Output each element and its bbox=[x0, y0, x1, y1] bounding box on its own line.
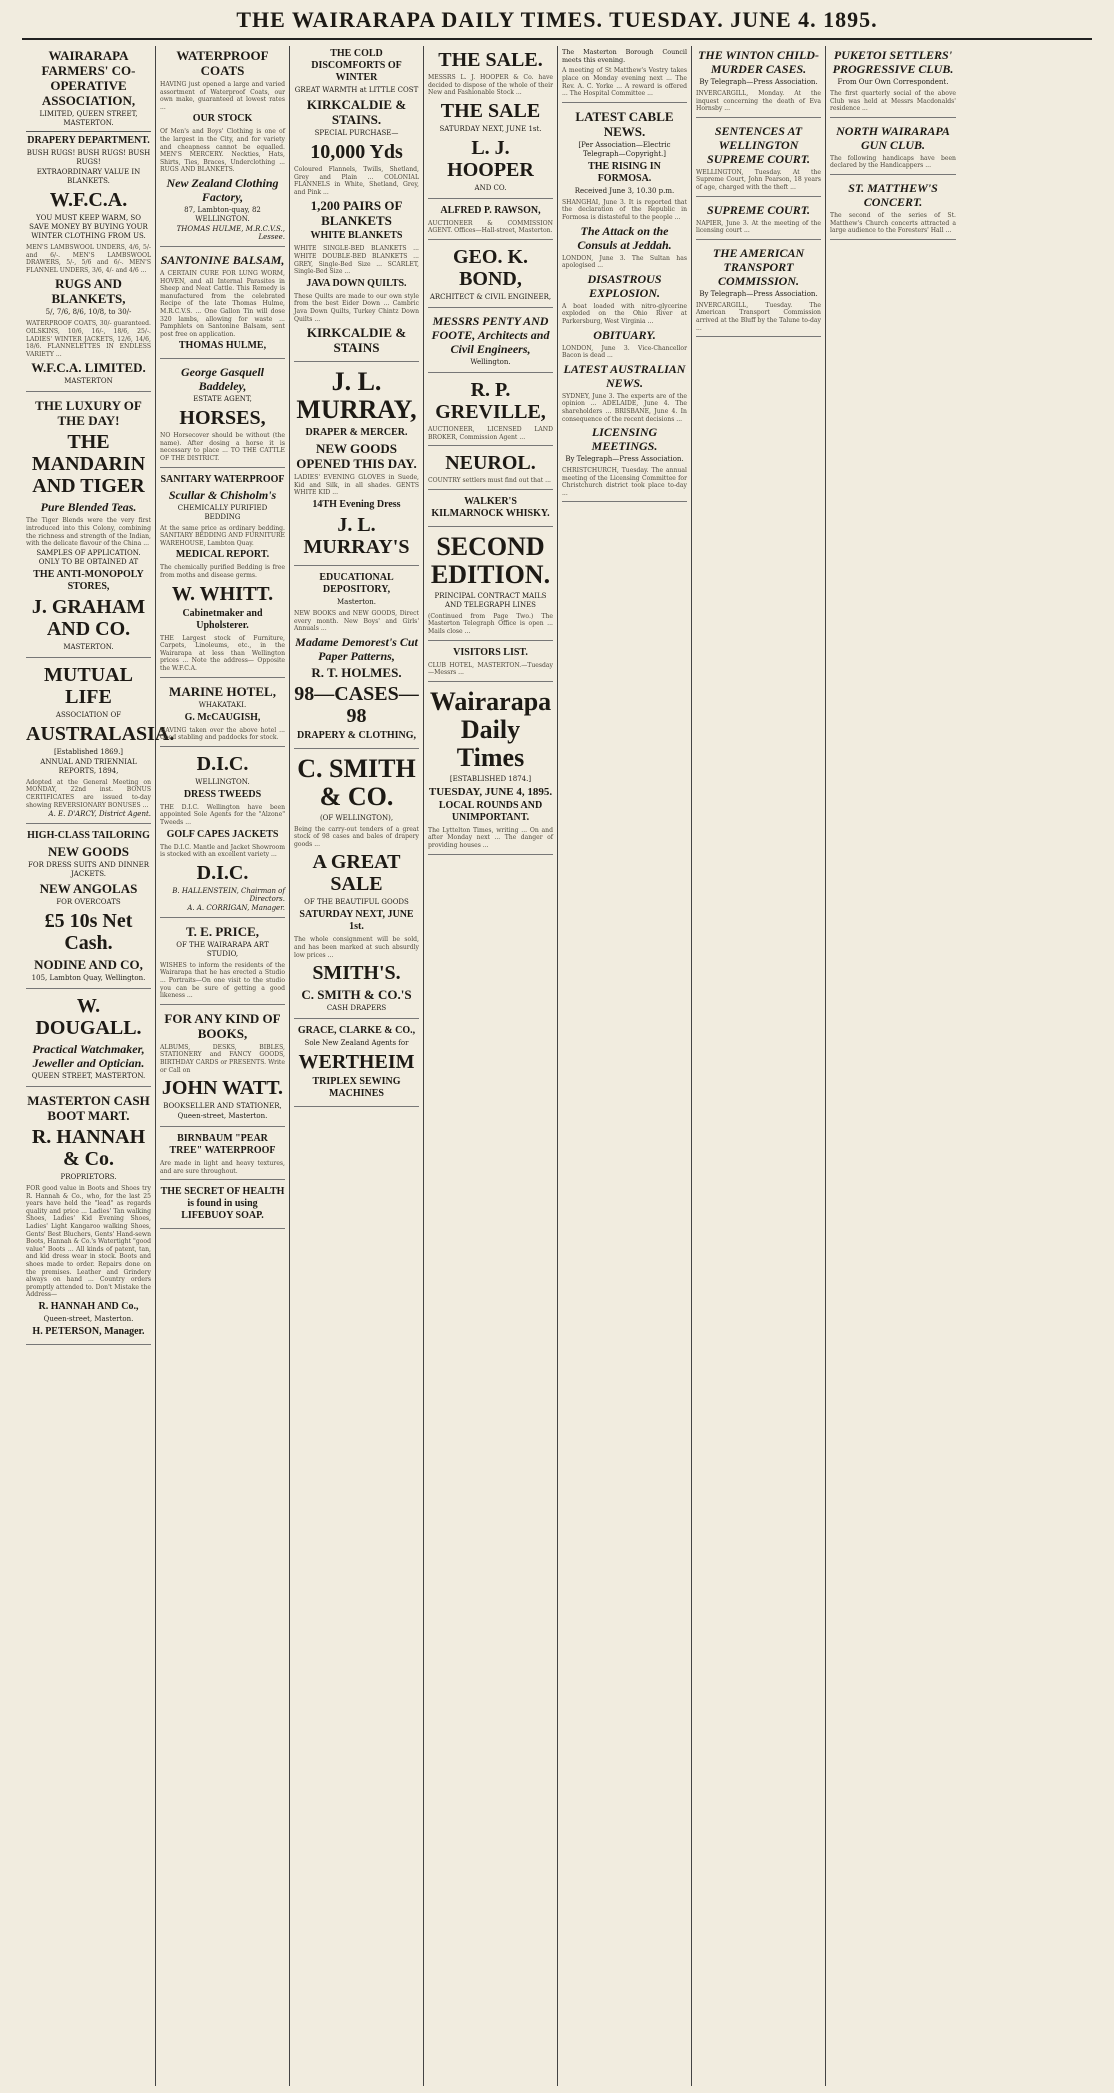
kirkcaldie-special: SPECIAL PURCHASE— bbox=[314, 129, 399, 137]
dic-manager: A. A. CORRIGAN, Manager. bbox=[187, 903, 285, 912]
wfca-dept: DRAPERY DEPARTMENT. bbox=[27, 135, 150, 146]
holmes-paper: Madame Demorest's Cut Paper Patterns, bbox=[295, 634, 418, 663]
bedding-body-2: The chemically purified Bedding is free from moths and disease germs. bbox=[160, 564, 285, 580]
balsam-sign: THOMAS HULME, bbox=[178, 340, 267, 352]
aus-news-body: SYDNEY, June 3. The experts are of the opinion ... ADELAIDE, June 4. The shareholders ... BRISBANE, June 4. In consequence of the recent decisions ... bbox=[562, 392, 687, 423]
wellington-sentences bbox=[696, 124, 821, 197]
editorial-date: TUESDAY, JUNE 4, 1895. bbox=[428, 785, 553, 798]
dic-advert bbox=[160, 753, 285, 918]
second-edition-head: SECOND EDITION. bbox=[430, 531, 551, 589]
whitt-name: W. WHITT. bbox=[171, 582, 274, 605]
second-edition-sub: PRINCIPAL CONTRACT MAILS AND TELEGRAPH LINES bbox=[434, 591, 547, 609]
tailoring-angolas: NEW ANGOLAS bbox=[39, 881, 138, 897]
watt-addr: Queen-street, Masterton. bbox=[177, 1112, 268, 1121]
wfca-value: EXTRAORDINARY VALUE IN BLANKETS. bbox=[36, 168, 141, 185]
smith-sale: A GREAT SALE bbox=[312, 851, 401, 896]
second-edition-body: (Continued from Page Two.) The Masterton Telegraph Office is open ... Mails close ... bbox=[428, 612, 553, 635]
hannah-advert bbox=[26, 1093, 151, 1345]
wfca-body-text-2: WATERPROOF COATS, 30/- guaranteed. OILSKINS, 10/6, 16/-, 18/6, 25/-. LADIES' WINTER JACKETS, 12/6, 14/6, 18/6. FLANNELETTES IN ENDLESS VARIETY ... bbox=[26, 320, 151, 358]
neurol-title: NEUROL. bbox=[445, 452, 536, 475]
hooper-head: THE SALE. bbox=[438, 49, 543, 71]
wfca-rugs: RUGS AND BLANKETS, bbox=[51, 276, 126, 307]
jeddah-body: LONDON, June 3. The Sultan has apologised ... bbox=[562, 254, 687, 270]
hannah-body: FOR good value in Boots and Shoes try R. Hannah & Co., who, for the last 25 years have held the "lead" as regards quality and price ... Ladies' Tan walking Shoes, Ladies' Kid Evening Shoes, Ladies' Light Kangaroo walking Shoes, Gents' Best Bluchers, Gents' Hand-sewn Boots, Hannah & Co.'s Watertight "good value" Boots ... All kinds of patent, tan, and kid dress wear in stock. Boots and shoes made to order. Repairs done on the premises. Leather and Grindery always on hand ... Country orders promptly attended to. Don't Mistake the Address— bbox=[26, 1185, 151, 1299]
smith-body-2: The whole consignment will be sold, and has been marked at such absurdly low prices ... bbox=[294, 936, 419, 959]
winton-sub: By Telegraph—Press Association. bbox=[699, 78, 818, 86]
tea-samples: SAMPLES OF APPLICATION. ONLY TO BE OBTAINED AT bbox=[36, 548, 141, 566]
grace-sub: TRIPLEX SEWING MACHINES bbox=[312, 1076, 401, 1100]
rawson-advert bbox=[428, 205, 553, 240]
penty-advert bbox=[428, 314, 553, 373]
bond-name: GEO. K. BOND, bbox=[452, 245, 528, 290]
baddeley-sub: ESTATE AGENT, bbox=[193, 395, 252, 404]
murray-date: 14TH Evening Dress bbox=[312, 498, 401, 510]
smith-shop: SMITH'S. bbox=[312, 962, 401, 985]
holmes-town: Masterton. bbox=[337, 597, 376, 606]
neurol-advert bbox=[428, 452, 553, 490]
puketoi-club bbox=[830, 48, 956, 118]
mutual-life-est: [Established 1869.] bbox=[53, 747, 124, 756]
murray-shop: J. L. MURRAY'S bbox=[303, 513, 410, 558]
wfca-ltd: W.F.C.A. LIMITED. bbox=[31, 360, 146, 376]
watt-title: FOR ANY KIND OF BOOKS, bbox=[164, 1010, 281, 1041]
grace-advert bbox=[294, 1025, 419, 1107]
sentences-body: WELLINGTON, Tuesday. At the Supreme Court, John Pearson, 18 years of age, charged with the theft ... bbox=[696, 168, 821, 191]
hannah-foot1: R. HANNAH AND Co., bbox=[38, 1301, 139, 1312]
holmes-cases: 98—CASES—98 bbox=[294, 682, 419, 727]
kirkcaldie-body: Coloured Flannels, Twills, Shetland, Grey and Plain ... COLONIAL FLANNELS in White, Shetland, Grey, and Pink ... bbox=[294, 166, 419, 196]
wfca-subtitle: LIMITED, QUEEN STREET, MASTERTON. bbox=[39, 110, 138, 127]
tailoring-advert bbox=[26, 830, 151, 989]
price-body: WISHES to inform the residents of the Wairarapa that he has erected a Studio ... Portraits—On one visit to the studio you can be sure of getting a good likeness ... bbox=[160, 961, 285, 1000]
editorial-paper: Wairarapa Daily Times bbox=[429, 686, 552, 772]
local-notes bbox=[562, 48, 687, 103]
column-3 bbox=[290, 46, 424, 2086]
birnbaum-title: BIRNBAUM "PEAR TREE" WATERPROOF bbox=[169, 1133, 276, 1157]
tailoring-price: £5 10s Net Cash. bbox=[44, 910, 133, 955]
puketoi-sub: From Our Own Correspondent. bbox=[837, 78, 949, 86]
tea-blend: Pure Blended Teas. bbox=[40, 500, 137, 515]
gun-club-title: NORTH WAIRARAPA GUN CLUB. bbox=[836, 123, 950, 152]
watt-name: JOHN WATT. bbox=[161, 1077, 284, 1100]
supreme-court bbox=[696, 203, 821, 240]
transport-sub: By Telegraph—Press Association. bbox=[699, 289, 818, 298]
price-sub: OF THE WAIRARAPA ART STUDIO, bbox=[176, 940, 269, 958]
clothing-factory-sign: THOMAS HULME, M.R.C.V.S., Lessee. bbox=[176, 224, 285, 241]
bedding-body: At the same price as ordinary bedding. SANITARY BEDDING AND FURNITURE WAREHOUSE, Lambton Quay. bbox=[160, 524, 285, 547]
watt-trade: BOOKSELLER AND STATIONER, bbox=[163, 1102, 282, 1111]
whitt-body: THE Largest stock of Furniture, Carpets, Linoleums, etc., in the Wairarapa at less than Wellington prices ... Note the address— Opposite the W.F.C.A. bbox=[160, 634, 285, 672]
bedding-firm: Scullar & Chisholm's bbox=[168, 487, 277, 502]
local-notes-intro: The Masterton Borough Council meets this evening. bbox=[562, 48, 687, 65]
licensing-sub: By Telegraph—Press Association. bbox=[565, 455, 684, 464]
masthead-title: THE WAIRARAPA DAILY TIMES. TUESDAY. JUNE 4. 1895. bbox=[236, 7, 878, 32]
murray-name: J. L. MURRAY, bbox=[296, 367, 417, 425]
holmes-drapery: DRAPERY & CLOTHING, bbox=[296, 729, 416, 741]
tailoring-title: HIGH-CLASS TAILORING bbox=[27, 830, 150, 842]
obituary-body: LONDON, June 3. Vice-Chancellor Bacon is dead ... bbox=[562, 344, 687, 360]
murray-trade: DRAPER & MERCER. bbox=[305, 427, 408, 439]
visitors-title: VISITORS LIST. bbox=[453, 646, 528, 658]
kirkcaldie-firm: KIRKCALDIE & STAINS. bbox=[306, 97, 407, 127]
bedding-title: SANITARY WATERPROOF bbox=[160, 473, 285, 485]
wfca-town: MASTERTON bbox=[64, 377, 113, 386]
hannah-foot2: Queen-street, Masterton. bbox=[43, 1315, 134, 1323]
marine-hotel-prop: G. McCAUGISH, bbox=[184, 711, 261, 723]
wfca-logo-text: W.F.C.A. bbox=[49, 189, 128, 211]
visitors-body: CLUB HOTEL, MASTERTON.—Tuesday—Messrs ... bbox=[428, 661, 553, 677]
hooper-advert bbox=[428, 49, 553, 199]
dougall-advert bbox=[26, 995, 151, 1087]
cable-news bbox=[562, 109, 687, 503]
wfca-save: YOU MUST KEEP WARM, SO SAVE MONEY BY BUYING YOUR WINTER CLOTHING FROM US. bbox=[29, 214, 148, 240]
greville-body: AUCTIONEER, LICENSED LAND BROKER, Commission Agent ... bbox=[428, 425, 553, 441]
hooper-sale: THE SALE bbox=[440, 99, 541, 122]
transport-commission bbox=[696, 246, 821, 337]
wfca-title: WAIRARAPA FARMERS' CO-OPERATIVE ASSOCIATION, bbox=[41, 48, 136, 108]
holmes-title: EDUCATIONAL DEPOSITORY, bbox=[319, 571, 394, 595]
visitors-list bbox=[428, 647, 553, 682]
bedding-advert bbox=[160, 474, 285, 678]
rawson-name: ALFRED P. RAWSON, bbox=[440, 204, 541, 216]
dic-golf: GOLF CAPES JACKETS bbox=[166, 828, 279, 840]
dougall-name: W. DOUGALL. bbox=[35, 995, 142, 1040]
lifebuoy-title: THE SECRET OF HEALTH is found in using LIFEBUOY SOAP. bbox=[160, 1186, 285, 1222]
wfca-bush-rugs: BUSH RUGS! BUSH RUGS! BUSH RUGS! bbox=[26, 149, 151, 166]
watt-advert bbox=[160, 1011, 285, 1127]
mutual-life-aus: AUSTRALASIA. bbox=[26, 722, 175, 745]
penty-town: Wellington. bbox=[470, 357, 511, 366]
balsam-advert bbox=[160, 253, 285, 359]
marine-hotel-body: HAVING taken over the above hotel ... Good stabling and paddocks for stock. bbox=[160, 726, 285, 742]
concert-title: ST. MATTHEW'S CONCERT. bbox=[848, 180, 938, 209]
concert-body: The second of the series of St. Matthew's Church concerts attracted a large audience to the Foresters' Hall ... bbox=[830, 211, 956, 235]
birnbaum-advert bbox=[160, 1133, 285, 1180]
marine-hotel-town: WHAKATAKI. bbox=[198, 700, 247, 709]
greville-advert bbox=[428, 379, 553, 446]
supreme-title: SUPREME COURT. bbox=[707, 202, 810, 217]
baddeley-advert bbox=[160, 365, 285, 467]
licensing-head: LICENSING MEETINGS. bbox=[591, 425, 658, 454]
cable-body: SHANGHAI, June 3. It is reported that the declaration of the Republic in Formosa is distasteful to the people ... bbox=[562, 198, 687, 221]
greville-name: R. P. GREVILLE, bbox=[435, 378, 546, 423]
tea-advert bbox=[26, 398, 151, 657]
holmes-body: NEW BOOKS and NEW GOODS, Direct every month. New Boys' and Girls' Annuals ... bbox=[294, 609, 419, 633]
tea-title: THE LUXURY OF THE DAY! bbox=[35, 398, 142, 429]
waterproof-title: WATERPROOF COATS bbox=[176, 48, 269, 78]
mutual-life-report: ANNUAL AND TRIENNIAL REPORTS, 1894, bbox=[40, 757, 137, 775]
dic-body: THE D.I.C. Wellington have been appointed Sole Agents for the "Alzone" Tweeds ... bbox=[160, 803, 285, 826]
baddeley-body: NO Horsecover should be without (the name). After dosing a horse it is necessary to place ... TO THE CATTLE OF THE DISTRICT. bbox=[160, 432, 285, 463]
wfca-body-text: MEN'S LAMBSWOOL UNDERS, 4/6, 5/- and 6/-. MEN'S LAMBSWOOL DRAWERS, 5/-, 5/6 and 6/-. MEN'S FLANNEL UNDERS, 3/6, 4/- and 4/6 ... bbox=[26, 244, 151, 274]
mutual-life-body: Adopted at the General Meeting on MONDAY, 22nd inst. BONUS CERTIFICATES are issued to-day showing REVERSIONARY BONUSES ... bbox=[26, 778, 151, 809]
watt-body: ALBUMS, DESKS, BIBLES, STATIONERY and FANCY GOODS, BIRTHDAY CARDS or PRESENTS. Write or Call on bbox=[160, 1043, 285, 1074]
column-5 bbox=[558, 46, 692, 2086]
sentences-title: SENTENCES AT WELLINGTON SUPREME COURT. bbox=[707, 123, 810, 166]
hannah-prop: PROPRIETORS. bbox=[60, 1173, 117, 1182]
smith-of: (OF WELLINGTON), bbox=[319, 813, 394, 822]
clothing-factory: New Zealand Clothing Factory, bbox=[166, 175, 279, 204]
editorial-local: LOCAL ROUNDS AND UNIMPORTANT. bbox=[438, 799, 543, 823]
licensing-body: CHRISTCHURCH, Tuesday. The annual meeting of the Licensing Committee for Christchurch district took place to-day ... bbox=[562, 467, 687, 497]
kirkcaldie-body-2: WHITE SINGLE-BED BLANKETS ... WHITE DOUBLE-BED BLANKETS ... GREY, Single-Bed Size ... SCARLET, Single-Bed Size ... bbox=[294, 245, 419, 276]
smith-advert bbox=[294, 755, 419, 1020]
dougall-trade: Practical Watchmaker, Jeweller and Optician. bbox=[32, 1042, 145, 1071]
smith-body: Being the carry-out tenders of a great stock of 98 cases and bales of drapery goods ... bbox=[294, 825, 419, 848]
second-edition bbox=[428, 533, 553, 641]
kirkcaldie-qty2: 1,200 PAIRS OF BLANKETS bbox=[310, 198, 403, 229]
smith-firm-2: C. SMITH & CO.'S bbox=[301, 987, 412, 1003]
cable-title: LATEST CABLE NEWS. bbox=[575, 108, 674, 139]
birnbaum-body: Are made in light and heavy textures, and are sure throughout. bbox=[160, 1160, 285, 1175]
waterproof-stock: OUR STOCK bbox=[192, 113, 253, 125]
dougall-addr: QUEEN STREET, MASTERTON. bbox=[31, 1072, 146, 1081]
price-name: T. E. PRICE, bbox=[185, 923, 260, 939]
hooper-body: MESSRS L. J. HOOPER & Co. have decided to dispose of the whole of their New and Fashionable Stock ... bbox=[428, 74, 553, 97]
editorial bbox=[428, 688, 553, 855]
whisky-advert bbox=[428, 496, 553, 527]
smith-goods: OF THE BEAUTIFUL GOODS bbox=[304, 898, 409, 907]
st-matthews-concert bbox=[830, 181, 956, 240]
tailoring-overcoats: FOR OVERCOATS bbox=[56, 898, 121, 907]
dic-title: D.I.C. bbox=[196, 752, 249, 775]
marine-hotel-title: MARINE HOTEL, bbox=[169, 683, 276, 699]
marine-hotel-advert bbox=[160, 684, 285, 747]
kirkcaldie-advert bbox=[294, 48, 419, 362]
bond-trade: ARCHITECT & CIVIL ENGINEER, bbox=[429, 292, 552, 301]
lifebuoy-advert bbox=[160, 1186, 285, 1229]
tea-stores: THE ANTI-MONOPOLY STORES, bbox=[33, 568, 144, 592]
tailoring-suits: FOR DRESS SUITS AND DINNER JACKETS. bbox=[28, 861, 149, 879]
masthead-rule bbox=[22, 38, 1092, 40]
kirkcaldie-body-3: These Quilts are made to our own style from the best Eider Down ... Cambric Java Down Quilts, Turkey Chintz Down Quilts ... bbox=[294, 292, 419, 323]
baddeley-horses: HORSES, bbox=[179, 407, 266, 430]
editorial-est: [ESTABLISHED 1874.] bbox=[449, 774, 532, 783]
explosion-head: DISASTROUS EXPLOSION. bbox=[587, 271, 662, 300]
dic-dress: DRESS TWEEDS bbox=[183, 788, 262, 800]
balsam-title: SANTONINE BALSAM, bbox=[160, 252, 285, 267]
wfca-advert bbox=[26, 48, 151, 392]
balsam-body: A CERTAIN CURE FOR LUNG WORM, HOVEN, and all Internal Parasites in Sheep and Neat Cattle. This Remedy is manufactured from the celebrated Recipe of the late Thomas Hulme, M.R.C.V.S. ... One Gallon Tin will dose 320 lambs, allowing for waste ... Pamphlets on Santonine Balsam, sent post free on application. bbox=[160, 269, 285, 338]
kirkcaldie-firm-2: KIRKCALDIE & STAINS bbox=[306, 325, 407, 356]
murray-advert bbox=[294, 368, 419, 566]
tea-brand: THE MANDARIN AND TIGER bbox=[31, 431, 146, 498]
hooper-and: AND CO. bbox=[474, 183, 507, 192]
smith-date: SATURDAY NEXT, JUNE 1st. bbox=[299, 909, 414, 933]
murray-goods: NEW GOODS OPENED THIS DAY. bbox=[296, 441, 417, 472]
price-advert bbox=[160, 924, 285, 1005]
column-2 bbox=[156, 46, 290, 2086]
tailoring-firm: NODINE AND CO, bbox=[34, 957, 143, 973]
supreme-body: NAPIER, June 3. At the meeting of the licensing court ... bbox=[696, 219, 821, 235]
clothing-factory-addr: 87, Lambton-quay, 82 WELLINGTON. bbox=[184, 205, 261, 223]
mutual-life-assoc: ASSOCIATION OF bbox=[55, 710, 122, 719]
hooper-name: L. J. HOOPER bbox=[447, 136, 534, 181]
mutual-life-advert bbox=[26, 663, 175, 824]
mutual-life-title: MUTUAL LIFE bbox=[44, 663, 133, 708]
hooper-date: SATURDAY NEXT, JUNE 1st. bbox=[439, 124, 542, 133]
bedding-sub: CHEMICALLY PURIFIED BEDDING bbox=[177, 503, 268, 521]
cable-date: Received June 3, 10.30 p.m. bbox=[574, 186, 675, 195]
winton-title: THE WINTON CHILD-MURDER CASES. bbox=[698, 48, 819, 76]
cable-sub: [Per Association—Electric Telegraph—Copyright.] bbox=[578, 140, 671, 158]
winton-body: INVERCARGILL, Monday. At the inquest concerning the death of Eva Hornsby ... bbox=[696, 90, 821, 113]
dic-sub: WELLINGTON. bbox=[195, 777, 250, 786]
transport-title: THE AMERICAN TRANSPORT COMMISSION. bbox=[712, 245, 805, 288]
wfca-prices: 5/, 7/6, 8/6, 10/8, to 30/- bbox=[45, 308, 132, 317]
column-7 bbox=[826, 46, 960, 2086]
explosion-body: A boat loaded with nitro-glycerine exploded on the Ohio River at Parkersburg, West Virginia ... bbox=[562, 302, 687, 325]
column-4 bbox=[424, 46, 558, 2086]
tailoring-addr: 105, Lambton Quay, Wellington. bbox=[31, 974, 146, 983]
column-6 bbox=[692, 46, 826, 2086]
tea-body-text: The Tiger Blends were the very first introduced into this Colony, combining the richness and strength of the Indian, with the delicate flavour of the China ... bbox=[26, 517, 151, 548]
holmes-name: R. T. HOLMES. bbox=[311, 664, 402, 680]
whitt-trade: Cabinetmaker and Upholsterer. bbox=[182, 607, 263, 631]
transport-body: INVERCARGILL, Tuesday. The American Transport Commission arrived at the Bluff by the Talune to-day ... bbox=[696, 301, 821, 332]
cable-head: THE RISING IN FORMOSA. bbox=[588, 160, 661, 184]
kirkcaldie-qty1: 10,000 Yds bbox=[310, 141, 403, 163]
kirkcaldie-white: WHITE BLANKETS bbox=[310, 230, 403, 242]
aus-news-head: LATEST AUSTRALIAN NEWS. bbox=[563, 361, 686, 390]
smith-firm: C. SMITH & CO. bbox=[297, 753, 416, 811]
gun-club-body: The following handicaps have been declared by the Handicappers ... bbox=[830, 154, 956, 170]
tea-town: MASTERTON. bbox=[63, 642, 114, 651]
winton-case bbox=[696, 48, 821, 118]
neurol-body: COUNTRY settlers must find out that ... bbox=[428, 477, 551, 485]
holmes-advert bbox=[294, 572, 419, 749]
columns bbox=[22, 46, 1097, 2086]
gun-club bbox=[830, 124, 956, 175]
column-1 bbox=[22, 46, 175, 2086]
hannah-mgr: H. PETERSON, Manager. bbox=[32, 1326, 145, 1337]
grace-agents: Sole New Zealand Agents for bbox=[304, 1039, 409, 1048]
kirkcaldie-java: JAVA DOWN QUILTS. bbox=[306, 277, 407, 289]
dic-title-2: D.I.C. bbox=[196, 861, 249, 884]
waterproof-body-2: Of Men's and Boys' Clothing is one of the largest in the City, and for variety and cheapness cannot be equalled. MEN'S MERCERY. Neckties, Hats, Shirts, Ties, Braces, Underclothing ... RUGS AND BLANKETS. bbox=[160, 128, 285, 174]
tailoring-goods: NEW GOODS bbox=[47, 844, 130, 860]
murray-body: LADIES' EVENING GLOVES in Suede, Kid and Silk, in all shades. GENTS WHITE KID ... bbox=[294, 474, 419, 497]
kirkcaldie-title: THE COLD DISCOMFORTS OF WINTER bbox=[311, 48, 402, 83]
masthead bbox=[0, 0, 1114, 44]
dic-chair: B. HALLENSTEIN, Chairman of Directors. bbox=[172, 886, 285, 903]
bedding-medical: MEDICAL REPORT. bbox=[175, 549, 270, 561]
baddeley-title: George Gasquell Baddeley, bbox=[181, 365, 264, 394]
waterproof-advert bbox=[160, 48, 285, 247]
puketoi-body: The first quarterly social of the above Club was held at Messrs Macdonalds' residence ... bbox=[830, 90, 956, 113]
dic-body-2: The D.I.C. Mantle and Jacket Showroom is stocked with an excellent variety ... bbox=[160, 843, 285, 859]
hannah-title: MASTERTON CASH BOOT MART. bbox=[27, 1093, 150, 1124]
penty-title: MESSRS PENTY AND FOOTE, Architects and Civil Engineers, bbox=[431, 313, 550, 356]
whisky-brand: WALKER'S KILMARNOCK WHISKY. bbox=[431, 495, 550, 519]
divider bbox=[26, 131, 151, 132]
puketoi-title: PUKETOI SETTLERS' PROGRESSIVE CLUB. bbox=[832, 48, 954, 76]
grace-title: GRACE, CLARKE & CO., bbox=[297, 1025, 416, 1037]
jeddah-head: The Attack on the Consuls at Jeddah. bbox=[577, 223, 672, 252]
hannah-firm: R. HANNAH & Co. bbox=[31, 1126, 146, 1171]
kirkcaldie-sub: GREAT WARMTH at LITTLE COST bbox=[294, 86, 419, 94]
local-notes-body: A meeting of St Matthew's Vestry takes place on Monday evening next ... The Rev. A. C. Yorke ... A reward is offered ... The Hospital Committee ... bbox=[562, 67, 687, 98]
grace-brand: WERTHEIM bbox=[298, 1051, 415, 1074]
bond-advert bbox=[428, 246, 553, 308]
mutual-life-sign: A. E. D'ARCY, District Agent. bbox=[48, 810, 151, 819]
obituary-head: OBITUARY. bbox=[593, 327, 656, 342]
rawson-body: AUCTIONEER & COMMISSION AGENT. Offices—Hall-street, Masterton. bbox=[428, 219, 553, 235]
smith-cash: CASH DRAPERS bbox=[326, 1004, 387, 1013]
tea-firm: J. GRAHAM AND CO. bbox=[31, 595, 146, 640]
waterproof-body: HAVING just opened a large and varied assortment of Waterproof Coats, our own make, guaranteed at lowest rates ... bbox=[160, 81, 285, 111]
editorial-body: The Lyttelton Times, writing ... On and after Monday next ... The danger of providing houses ... bbox=[428, 826, 553, 849]
